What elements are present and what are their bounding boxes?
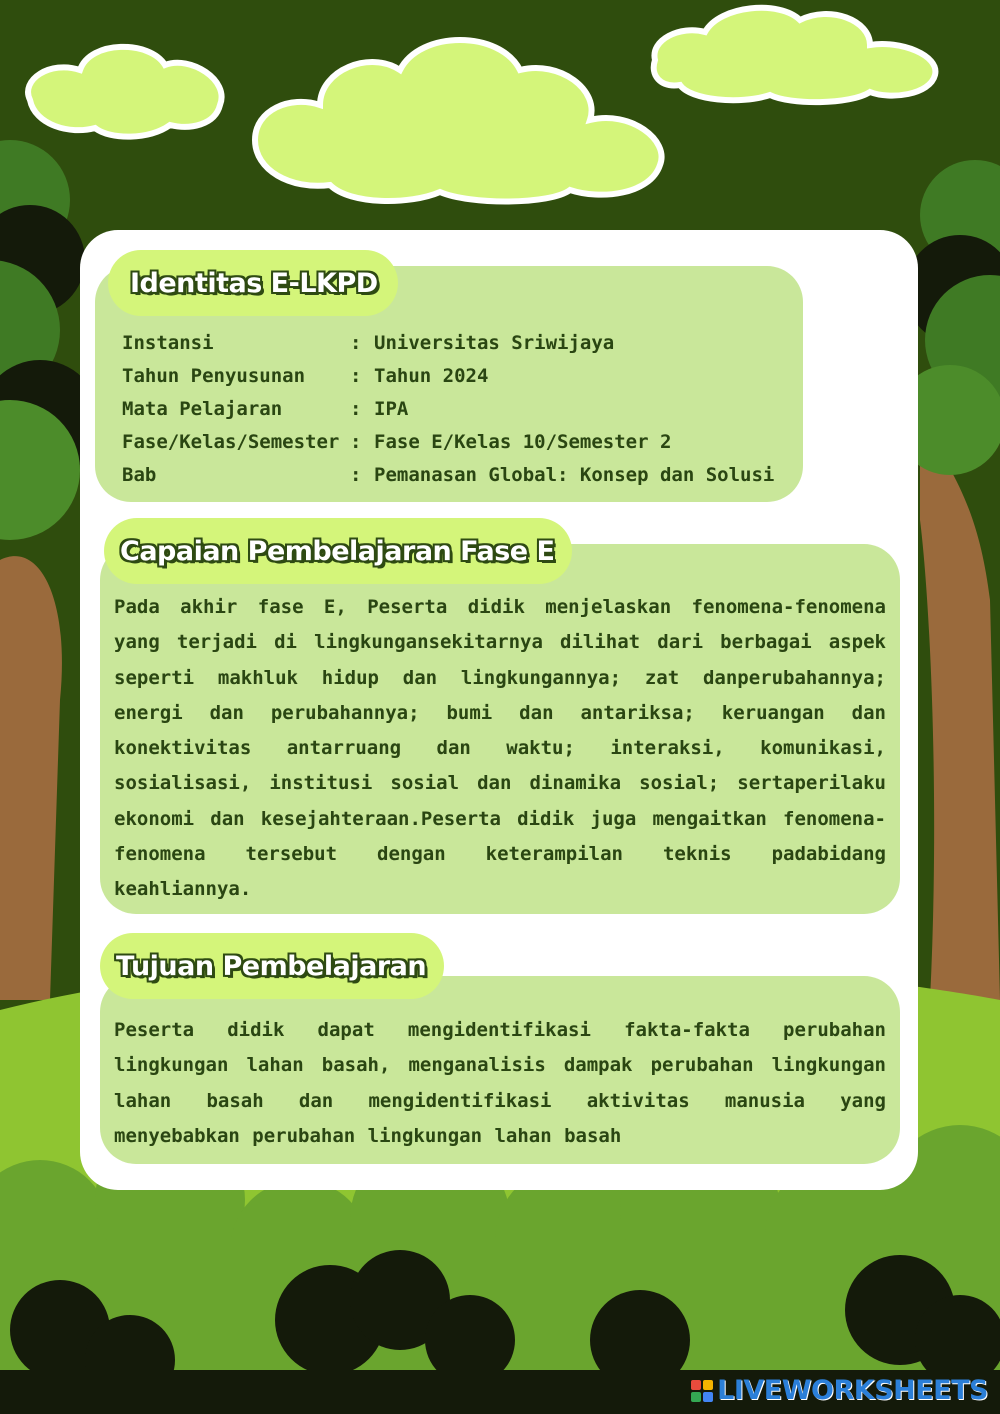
liveworksheets-logo-icon: [691, 1380, 713, 1402]
tujuan-text: Peserta didik dapat mengidentifikasi fakta-fakta perubahan lingkungan lahan basah, menganalisis dampak perubahan lingkungan lahan basah dan mengidentifikasi aktivitas manusia yang menyebabkan perubahan lingkungan lahan basah: [114, 1019, 886, 1147]
identitas-value: IPA: [374, 397, 409, 420]
identitas-title-tab: [108, 250, 398, 316]
capaian-title-tab: [104, 518, 572, 584]
identitas-row-mapel: [122, 392, 802, 425]
identitas-colon: :: [350, 397, 362, 420]
identitas-label: Mata Pelajaran: [122, 397, 283, 420]
liveworksheets-watermark: [691, 1375, 988, 1406]
identitas-value: Fase E/Kelas 10/Semester 2: [374, 430, 672, 453]
identitas-row-tahun: [122, 359, 802, 392]
identitas-value: Universitas Sriwijaya: [374, 331, 615, 354]
identitas-colon: :: [350, 430, 362, 453]
identitas-label: Instansi: [122, 331, 214, 354]
capaian-text: Pada akhir fase E, Peserta didik menjelaskan fenomena-fenomena yang terjadi di lingkungansekitarnya dilihat dari berbagai aspek seperti makhluk hidup dan lingkungannya; zat danperubahannya; energi dan perubahannya; bumi dan antariksa; keruangan dan konektivitas antarruang dan waktu; interaksi, komunikasi, sosialisasi, institusi sosial dan dinamika sosial; sertaperilaku ekonomi dan kesejahteraan.Peserta didik juga mengaitkan fenomena-fenomena tersebut dengan keterampilan teknis padabidang keahliannya.: [114, 596, 886, 901]
identitas-row-bab: [122, 458, 802, 491]
identitas-row-instansi: [122, 326, 802, 359]
identitas-value: Tahun 2024: [374, 364, 489, 387]
identitas-label: Tahun Penyusunan: [122, 364, 306, 387]
identitas-row-fase: [122, 425, 802, 458]
identitas-label: Fase/Kelas/Semester: [122, 430, 340, 453]
identitas-colon: :: [350, 364, 362, 387]
identitas-value: Pemanasan Global: Konsep dan Solusi: [374, 463, 775, 486]
identitas-title: Identitas E-LKPD: [130, 267, 378, 299]
watermark-text: LIVEWORKSHEETS: [717, 1375, 988, 1406]
identitas-colon: :: [350, 463, 362, 486]
tujuan-title: Tujuan Pembelajaran: [116, 950, 427, 982]
identitas-colon: :: [350, 331, 362, 354]
tujuan-title-tab: [100, 933, 444, 999]
capaian-title: Capaian Pembelajaran Fase E: [120, 535, 555, 567]
identitas-label: Bab: [122, 463, 157, 486]
identitas-table: [122, 326, 802, 491]
